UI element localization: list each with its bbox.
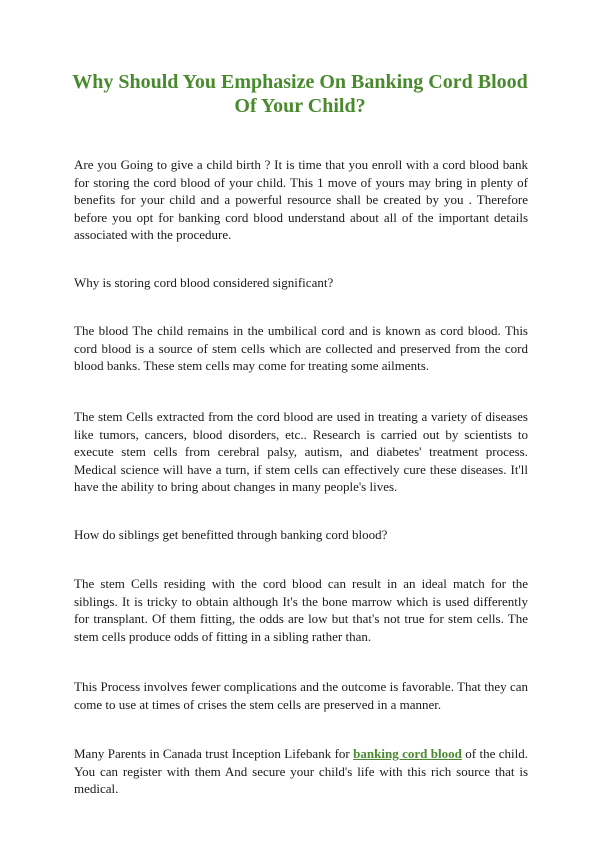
question-heading-significance: Why is storing cord blood considered significant?: [74, 275, 334, 290]
closing-text-before: Many Parents in Canada trust Inception Lifebank for: [74, 746, 354, 761]
document-title: Why Should You Emphasize On Banking Cord Blood Of Your Child?: [72, 71, 528, 117]
intro-paragraph: Are you Going to give a child birth ? It is time that you enroll with a cord blood bank for storing the cord blood of your child. This 1 move of yours may bring in plenty of benefits for your child and a powerful resource shall be created by you . Therefore before you opt for banking cord blood understand about all of the important details associated with the procedure.: [74, 157, 528, 242]
closing-paragraph: [74, 745, 528, 798]
siblings-paragraph: The stem Cells residing with the cord blood can result in an ideal match for the siblings. It is tricky to obtain although It's the bone marrow which is used differently for transplant. Of them fitting, the odds are low but that's not true for stem cells. The stem cells produce odds of fitting in a sibling rather than.: [74, 576, 528, 644]
stem-cells-paragraph: The stem Cells extracted from the cord blood are used in treating a variety of diseases like tumors, cancers, blood disorders, etc.. Research is carried out by scientists to execute stem cells from cerebral palsy, autism, and diabetes' treatment process. Medical science will have a turn, if stem cells can effectively cure these diseases. It'll have the ability to bring about changes in many people's lives.: [74, 409, 528, 494]
process-paragraph: This Process involves fewer complications and the outcome is favorable. That they can come to use at times of crises the stem cells are preserved in a manner.: [74, 679, 528, 712]
cord-blood-paragraph: The blood The child remains in the umbilical cord and is known as cord blood. This cord blood is a source of stem cells which are collected and preserved from the cord blood banks. These stem cells may come for treating some ailments.: [74, 323, 528, 373]
closing-text-after: of the child. You can register with them And secure your child's life with this rich source that is medical.: [74, 746, 528, 796]
question-heading-siblings: How do siblings get benefitted through banking cord blood?: [74, 527, 388, 542]
banking-cord-blood-link[interactable]: banking cord blood: [353, 746, 462, 761]
